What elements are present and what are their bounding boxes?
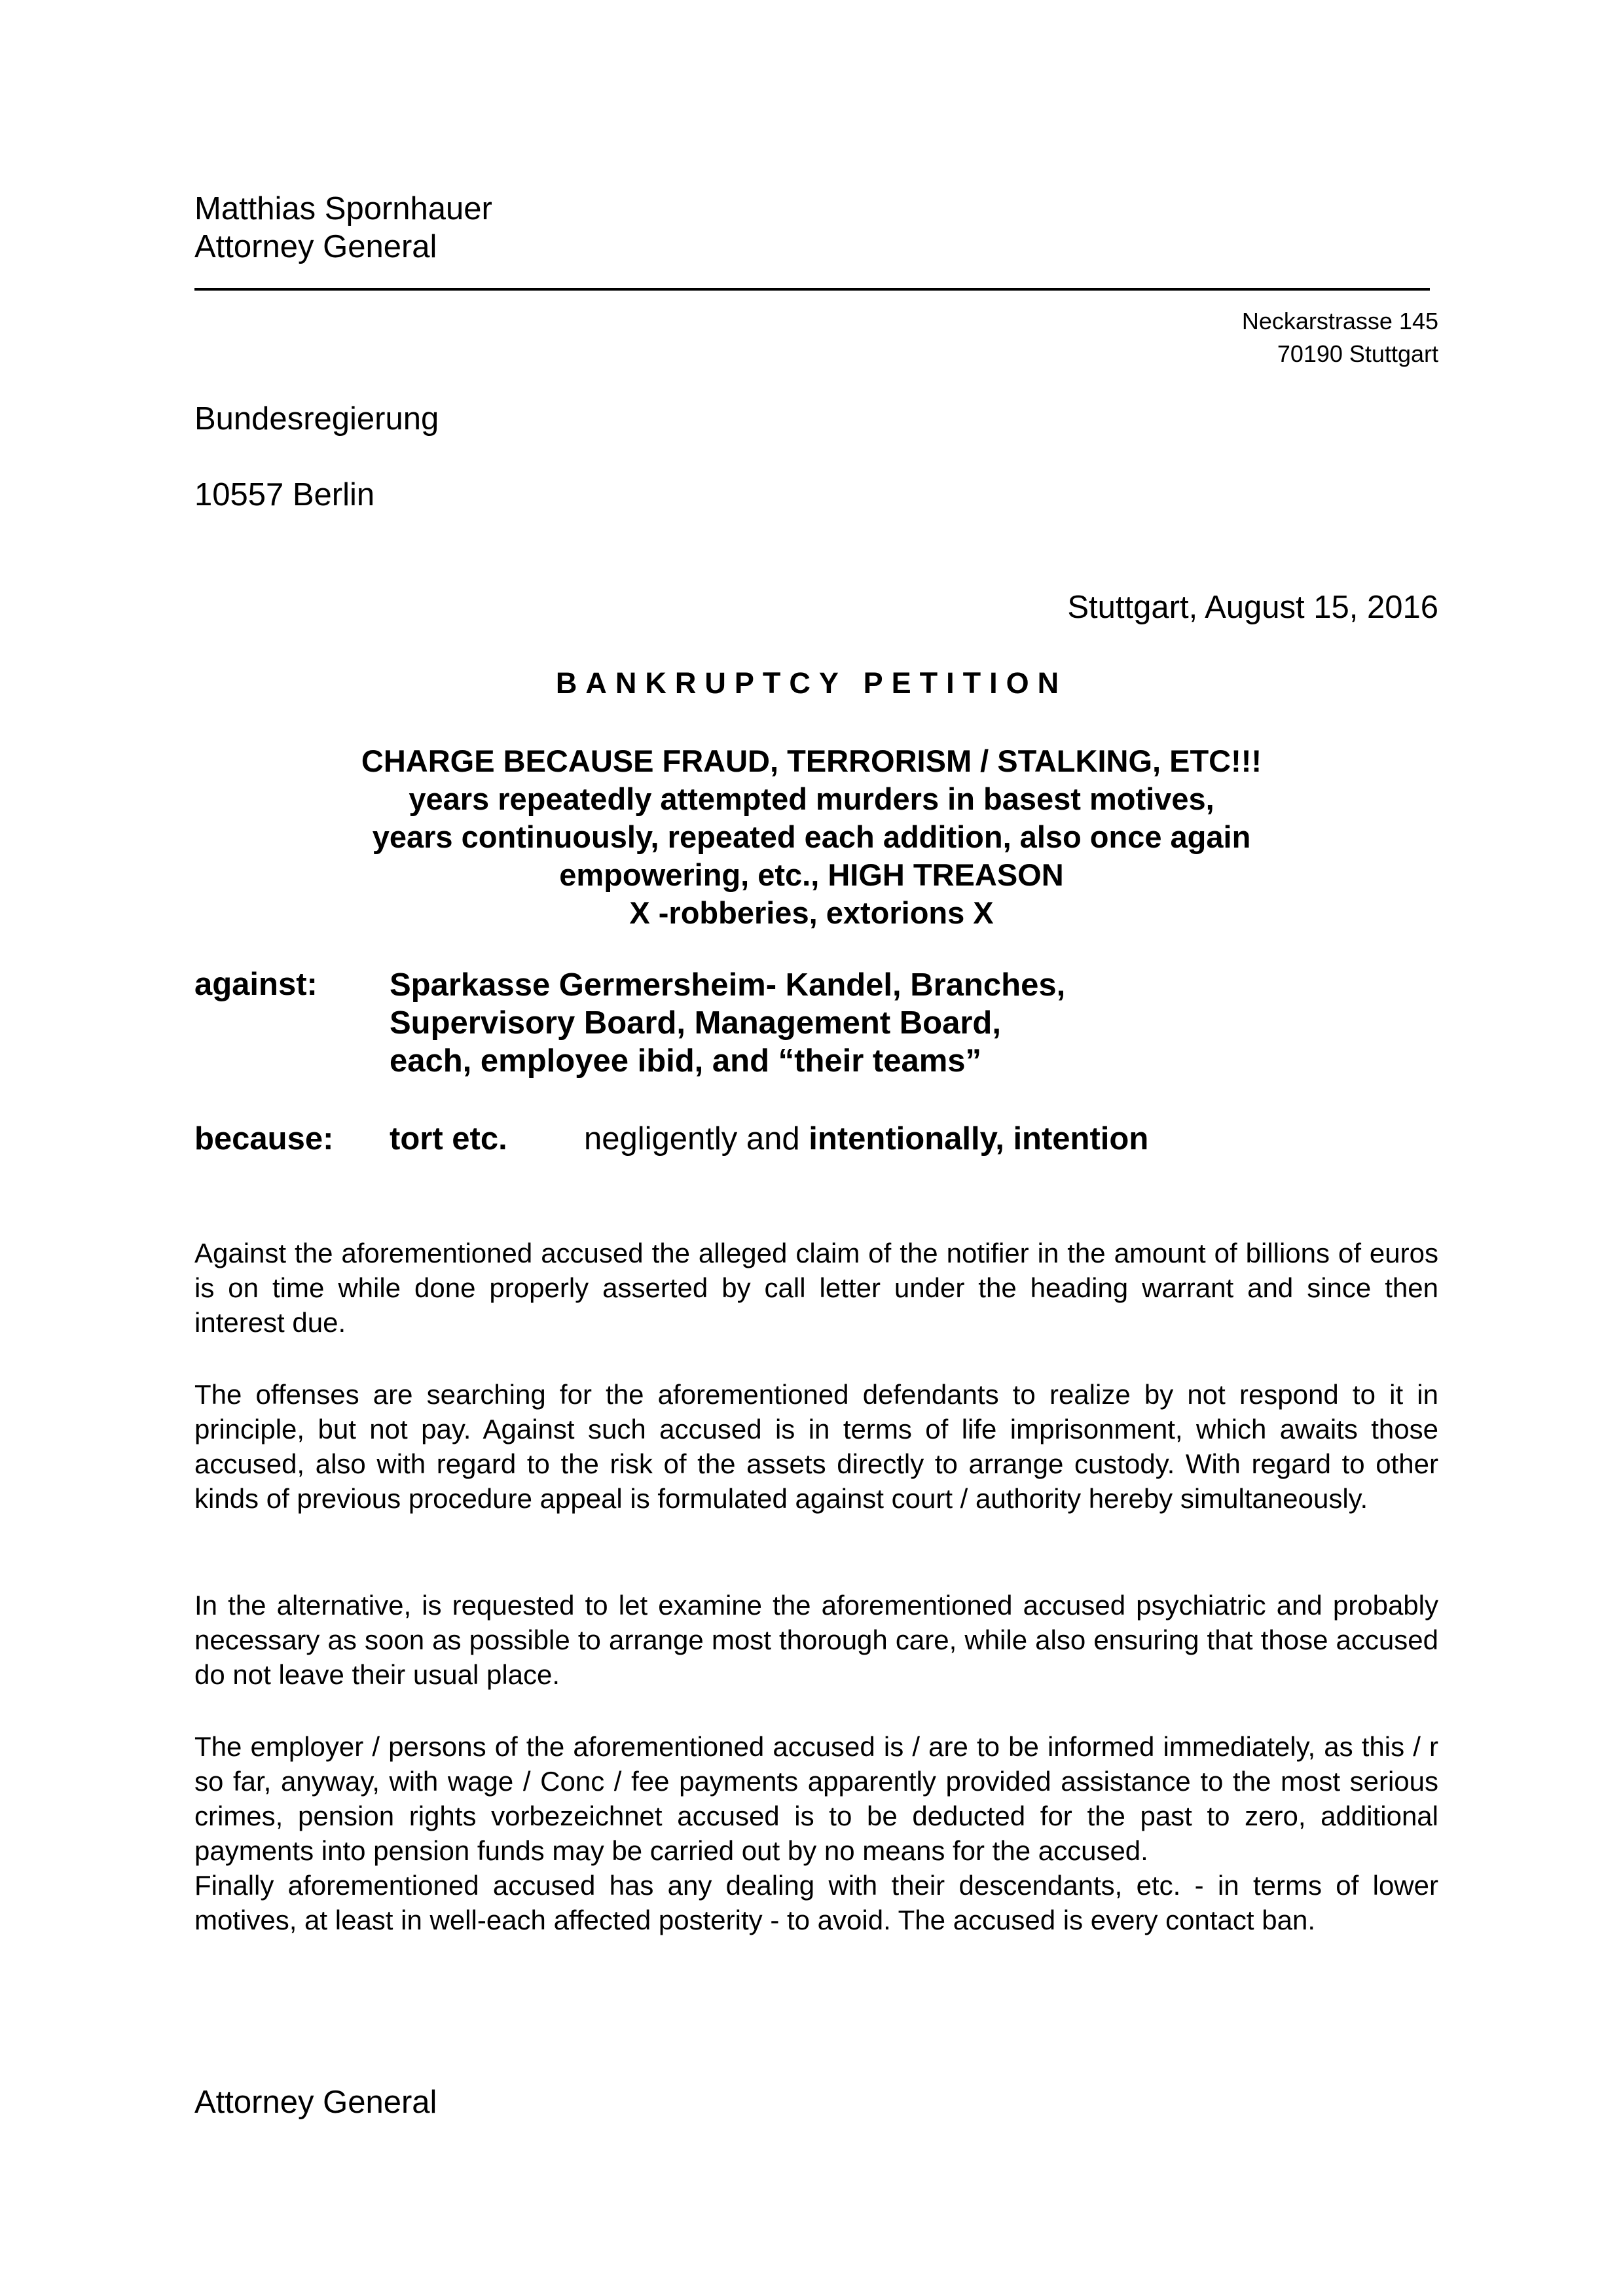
sender-street: Neckarstrasse 145 bbox=[1241, 308, 1438, 334]
recipient-city: 10557 Berlin bbox=[194, 477, 375, 512]
paragraph-text: In the alternative, is requested to let examine the aforementioned accused psychiatric and probably necessary as soon as possible to arrange most thorough care, while also ensuring that those accused do not leave their usual place. bbox=[194, 1590, 1438, 1690]
charge-line: years continuously, repeated each addition, also once again bbox=[372, 819, 1251, 854]
against-line: Sparkasse Germersheim- Kandel, Branches, bbox=[390, 967, 1066, 1003]
charge-line: years repeatedly attempted murders in basest motives, bbox=[409, 781, 1214, 816]
charge-block bbox=[0, 742, 1623, 932]
date-line: Stuttgart, August 15, 2016 bbox=[1067, 590, 1438, 625]
paragraph-text: Finally aforementioned accused has any dealing with their descendants, etc. - in terms of lower motives, at least in well-each affected posterity - to avoid. The accused is every contact ban. bbox=[194, 1870, 1438, 1935]
charge-line: CHARGE BECAUSE FRAUD, TERRORISM / STALKING, ETC!!! bbox=[361, 744, 1262, 778]
charge-line: X -robberies, extorions X bbox=[629, 895, 994, 930]
because-reason bbox=[584, 1121, 1148, 1157]
paragraph bbox=[194, 1236, 1438, 1340]
because-bold: intentionally, intention bbox=[809, 1121, 1149, 1157]
against-label: against: bbox=[194, 967, 318, 1002]
against-line: each, employee ibid, and “their teams” bbox=[390, 1043, 982, 1079]
paragraph bbox=[194, 1729, 1438, 1937]
charge-line: empowering, etc., HIGH TREASON bbox=[559, 857, 1064, 892]
against-line: Supervisory Board, Management Board, bbox=[390, 1005, 1001, 1041]
paragraph-text: The employer / persons of the aforementioned accused is / are to be informed immediately, as this / r so far, anyway, with wage / Conc / fee payments apparently provided assistance to the most serious crimes, pension rights vorbezeichnet accused is to be deducted for the past to zero, additional payments into pension funds may be carried out by no means for the accused. bbox=[194, 1731, 1438, 1866]
recipient-name: Bundesregierung bbox=[194, 401, 439, 437]
paragraph-text: Against the aforementioned accused the alleged claim of the notifier in the amount of billions of euros is on time while done properly asserted by call letter under the heading warrant and since then interest due. bbox=[194, 1238, 1438, 1338]
header-divider bbox=[194, 288, 1430, 291]
sender-block bbox=[194, 190, 492, 266]
sender-city: 70190 Stuttgart bbox=[1277, 340, 1438, 367]
signature: Attorney General bbox=[194, 2085, 437, 2120]
paragraph bbox=[194, 1588, 1438, 1692]
paragraph-text: The offenses are searching for the aforementioned defendants to realize by not respond to it in principle, but not pay. Against such accused is in terms of life imprisonment, which awaits those accused, also with regard to the risk of the assets directly to arrange custody. With regard to other kinds of previous procedure appeal is formulated against court / authority hereby simultaneously. bbox=[194, 1379, 1438, 1514]
sender-address bbox=[1242, 305, 1438, 370]
because-item: tort etc. bbox=[390, 1121, 507, 1157]
paragraph bbox=[194, 1377, 1438, 1516]
because-label: because: bbox=[194, 1121, 334, 1157]
document-title: BANKRUPTCY PETITION bbox=[555, 666, 1068, 700]
sender-name: Matthias Spornhauer bbox=[194, 191, 492, 226]
sender-role: Attorney General bbox=[194, 229, 437, 264]
against-block bbox=[390, 966, 1065, 1080]
because-plain: negligently and bbox=[584, 1121, 800, 1157]
